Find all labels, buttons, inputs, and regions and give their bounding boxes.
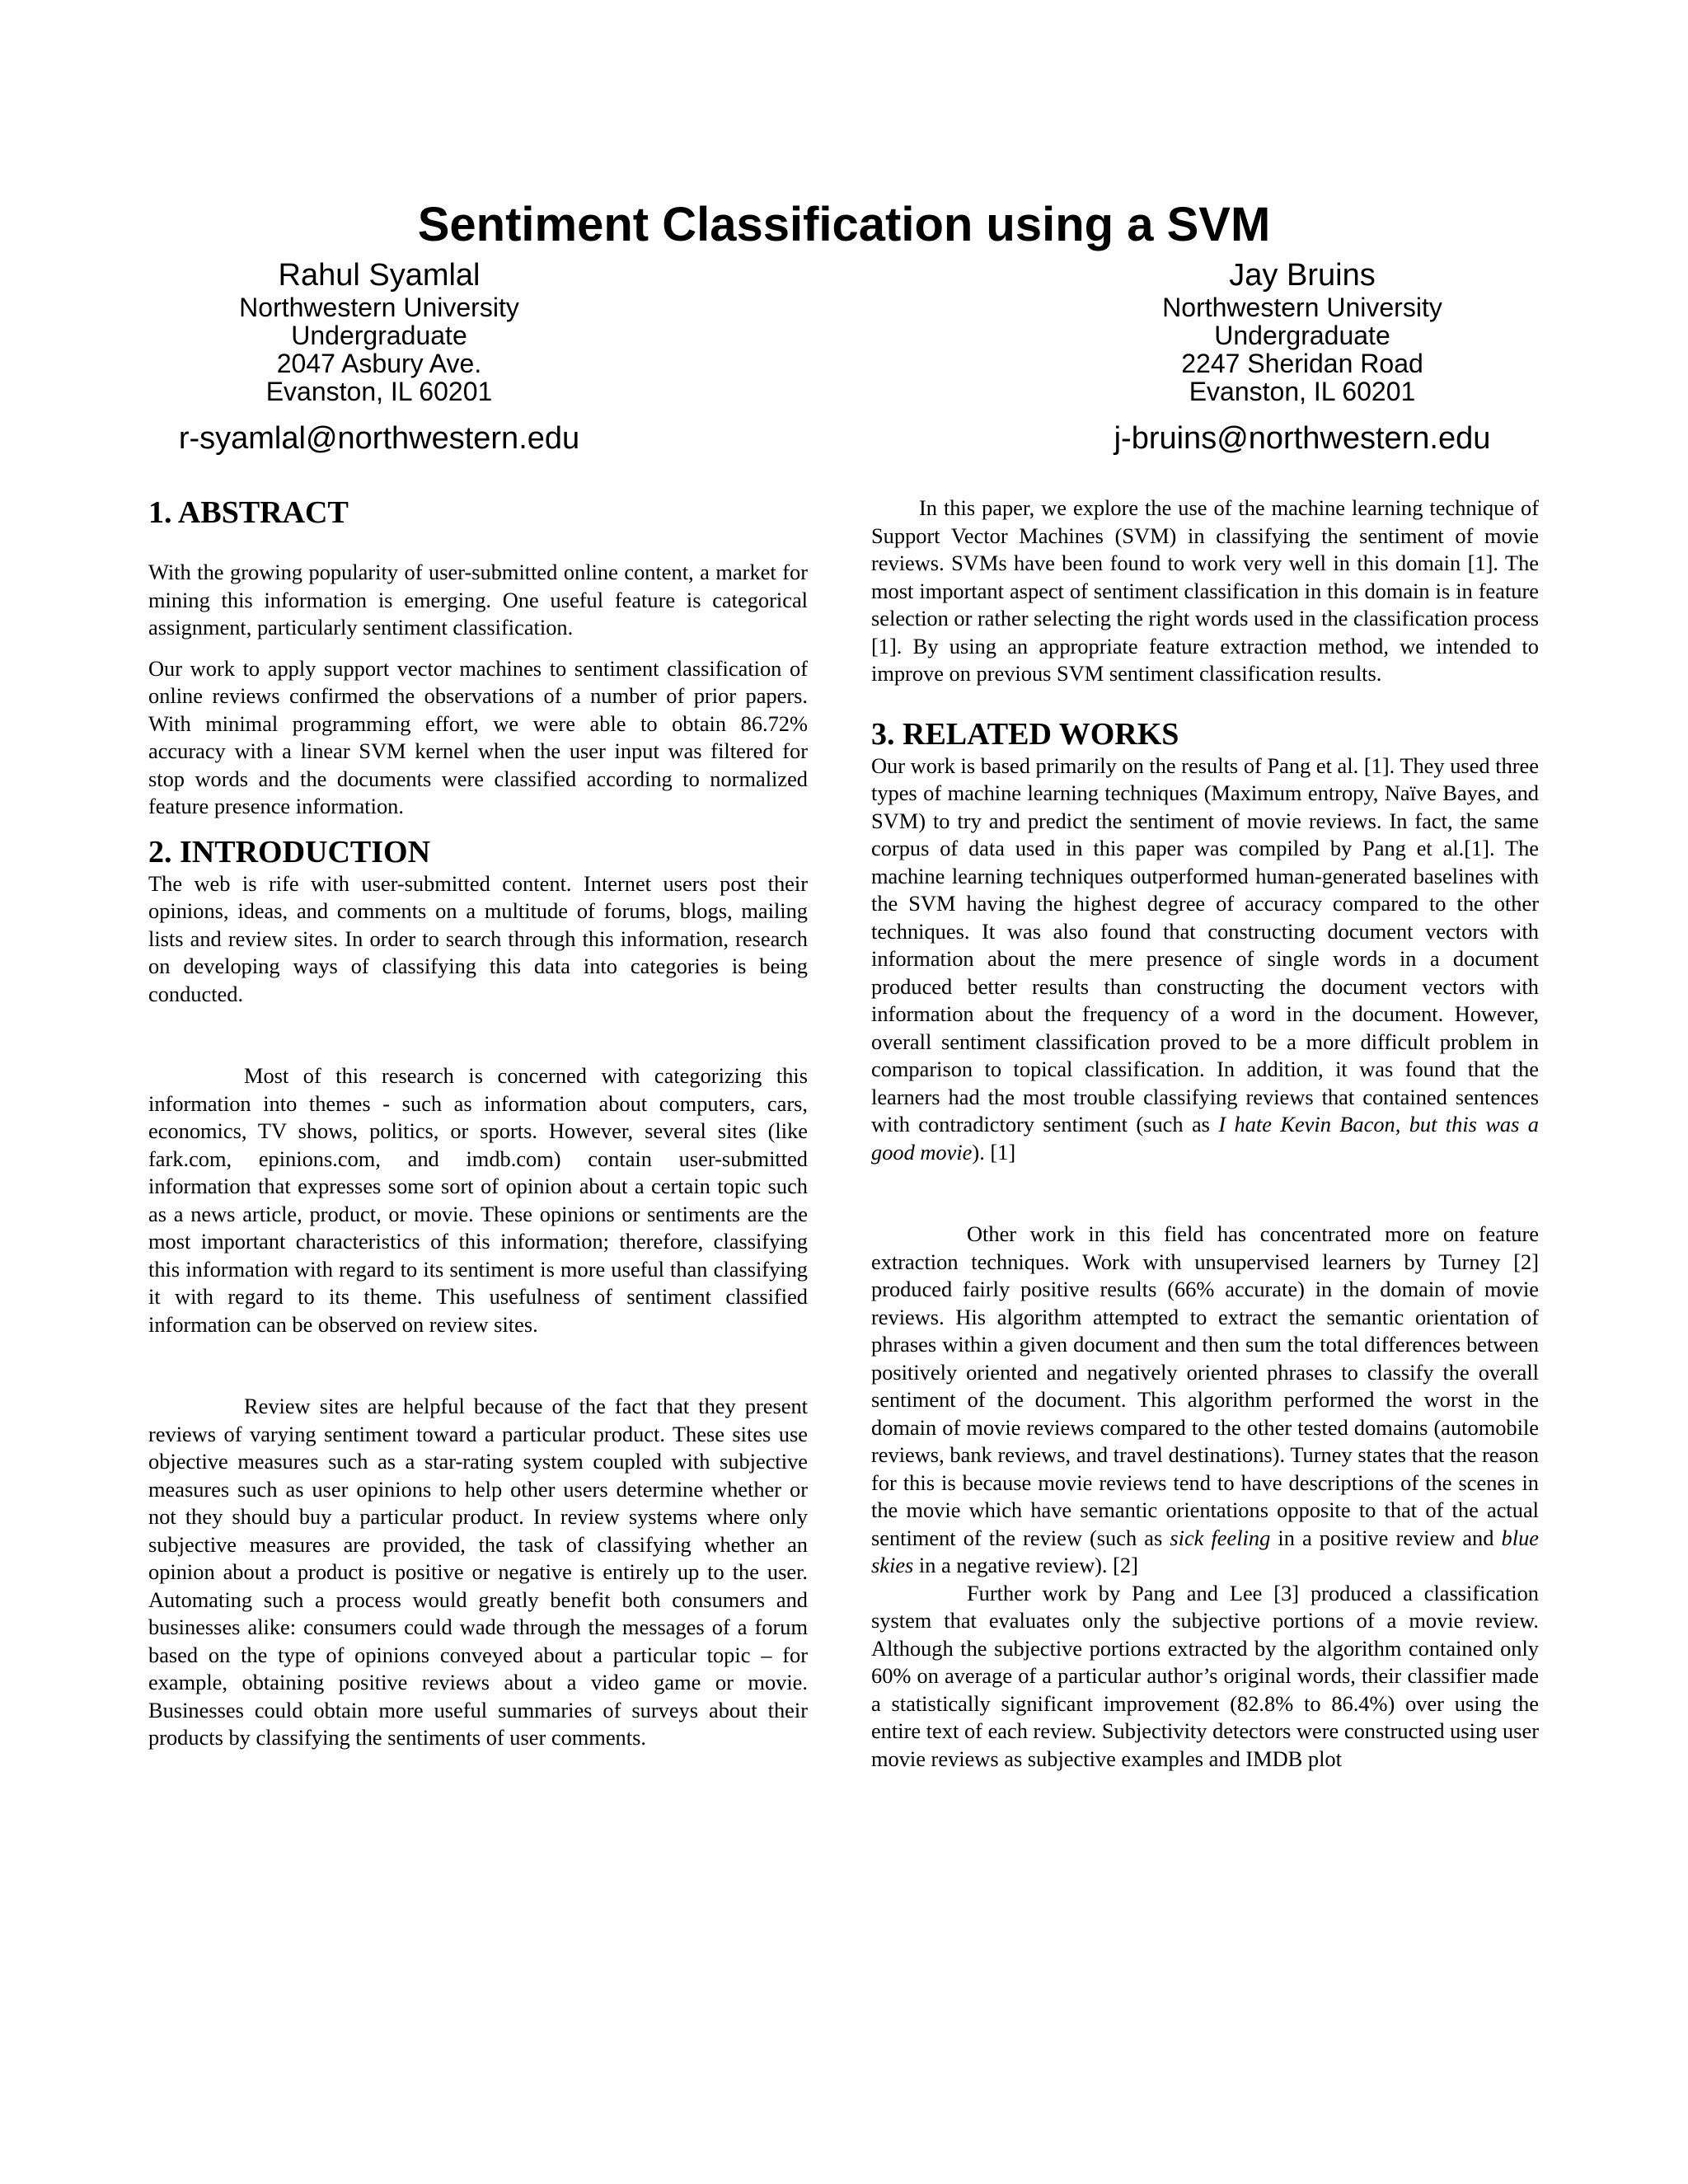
introduction-paragraph: The web is rife with user-submitted content. Internet users post their opinions, ideas, and comments on a multitude of forums, blogs, mailing lists and review sites. In order to search through this information, research on developing ways of classifying this data into categories is being conducted.: [148, 870, 808, 1006]
related-works-paragraph: Further work by Pang and Lee [3] produced a classification system that evaluates only the subjective portions of a movie review. Although the subjective portions extracted by the algorithm contained only 60% on average of a particular author’s original words, their classifier made a statistically significant improvement (82.8% to 86.4%) over using the entire text of each review. Subjectivity detectors were constructed using user movie reviews as subjective examples and IMDB plot: [871, 1580, 1539, 1771]
author-address-line-1: 2047 Asbury Ave.: [276, 349, 482, 378]
right-column: [871, 494, 1539, 1773]
author-address-line-2: Evanston, IL 60201: [265, 377, 493, 406]
author-affiliation: Northwestern University: [1162, 293, 1442, 322]
author-address-line-2: Evanston, IL 60201: [1189, 377, 1416, 406]
left-column: [148, 494, 808, 1752]
author-name: Rahul Syamlal: [278, 258, 481, 293]
author-address-line-1: 2247 Sheridan Road: [1181, 349, 1423, 378]
paper-title: Sentiment Classification using a SVM: [417, 198, 1271, 251]
author-affiliation: Northwestern University: [239, 293, 519, 322]
author-block-1: [91, 257, 668, 457]
author-status: Undergraduate: [291, 321, 467, 350]
abstract-paragraph: With the growing popularity of user-submitted online content, a market for mining this information is emerging. One useful feature is categorical assignment, particularly sentiment classification.: [148, 560, 808, 640]
italic-example: blue skies: [871, 1525, 1539, 1577]
author-status: Undergraduate: [1214, 321, 1390, 350]
author-email: j-bruins@northwestern.edu: [1114, 421, 1491, 456]
author-email: r-syamlal@northwestern.edu: [178, 421, 580, 456]
abstract-heading: 1. ABSTRACT: [148, 495, 349, 530]
italic-example: sick feeling: [1170, 1525, 1271, 1550]
related-works-paragraph: Our work is based primarily on the results of Pang et al. [1]. They used three types of machine learning techniques (Maximum entropy, Naïve Bayes, and SVM) to try and predict the sentiment of movie reviews. In fact, the same corpus of data used in this paper was compiled by Pang et al.[1]. The machine learning techniques outperformed human-generated baselines with the SVM having the highest degree of accuracy compared to the other techniques. It was also found that constructing document vectors with information about the mere presence of single words in a document produced better results than constructing the document vectors with information about the frequency of a word in the document. However, overall sentiment classification proved to be a more difficult problem in comparison to topical classification. In addition, it was found that the learners had the most trouble classifying reviews that contained sentences with contradictory sentiment (such as I hate Kevin Bacon, but this was a good movie). [1]: [871, 752, 1539, 1165]
introduction-paragraph: Most of this research is concerned with categorizing this information into themes - such as information about computers, cars, economics, TV shows, politics, or sports. However, several sites (like fark.com, epinions.com, and imdb.com) contain user-submitted information that expresses some sort of opinion about a certain topic such as a news article, product, or movie. These opinions or sentiments are the most important characteristics of this information; therefore, classifying this information with regard to its sentiment is more useful than classifying it with regard to its theme. This usefulness of sentiment classified information can be observed on review sites.: [148, 1063, 808, 1337]
introduction-paragraph: Review sites are helpful because of the fact that they present reviews of varying sentiment toward a particular product. These sites use objective measures such as a star-rating system coupled with subjective measures such as user opinions to help other users determine whether or not they should buy a particular product. In review systems where only subjective measures are provided, the task of classifying whether an opinion about a product is positive or negative is entirely up to the user. Automating such a process would greatly benefit both consumers and businesses alike: consumers could wade through the messages of a forum based on the type of opinions conveyed about a particular topic – for example, obtaining positive reviews about a video game or movie. Businesses could obtain more useful summaries of surveys about their products by classifying the sentiments of user comments.: [148, 1394, 808, 1750]
related-works-paragraph: Other work in this field has concentrated more on feature extraction techniques. Work with unsupervised learners by Turney [2] produced fairly positive results (66% accurate) in the domain of movie reviews. His algorithm attempted to extract the semantic orientation of phrases within a given document and then sum the total differences between positively oriented and negatively oriented phrases to classify the overall sentiment of the document. This algorithm performed the worst in the domain of movie reviews compared to the other tested domains (automobile reviews, bank reviews, and travel destinations). Turney states that the reason for this is because movie reviews tend to have descriptions of the scenes in the movie which have semantic orientations opposite to that of the actual sentiment of the review (such as sick feeling in a positive review and blue skies in a negative review). [2]: [871, 1221, 1539, 1577]
introduction-paragraph: In this paper, we explore the use of the machine learning technique of Support Vector Machines (SVM) in classifying the sentiment of movie reviews. SVMs have been found to work very well in this domain [1]. The most important aspect of sentiment classification in this domain is in feature selection or rather selecting the right words used in the classification process [1]. By using an appropriate feature extraction method, we intended to improve on previous SVM sentiment classification results.: [871, 495, 1539, 686]
italic-example: I hate Kevin Bacon, but this was a good movie: [871, 1112, 1539, 1165]
introduction-heading: 2. INTRODUCTION: [148, 834, 431, 869]
abstract-paragraph: Our work to apply support vector machines to sentiment classification of online reviews confirmed the observations of a number of prior papers. With minimal programming effort, we were able to obtain 86.72% accuracy with a linear SVM kernel when the user input was filtered for stop words and the documents were classified according to normalized feature presence information.: [148, 655, 808, 818]
author-block-2: [1014, 257, 1591, 457]
related-works-heading: 3. RELATED WORKS: [871, 716, 1179, 752]
author-name: Jay Bruins: [1229, 258, 1376, 293]
